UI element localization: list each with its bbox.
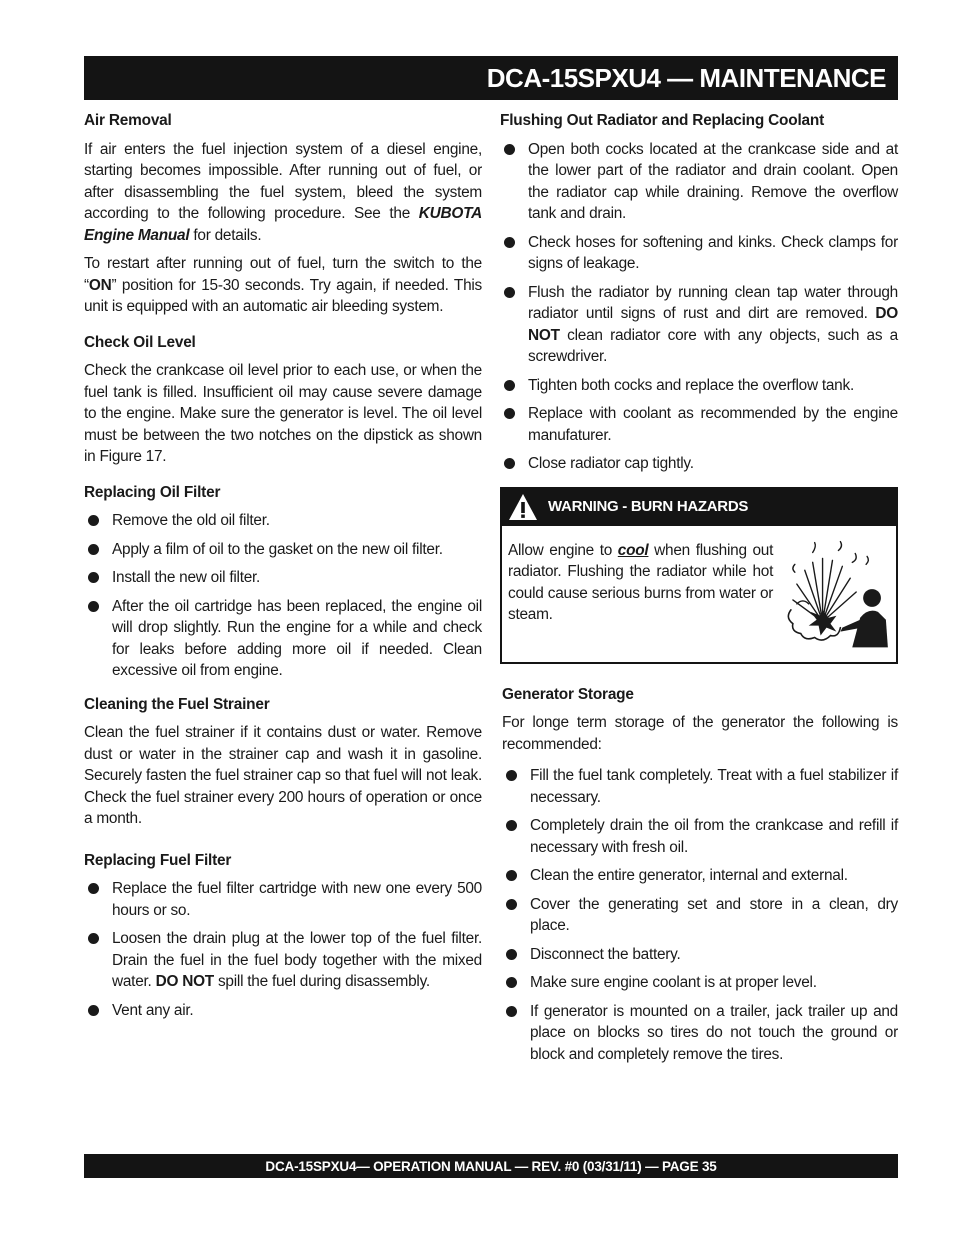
list-item bbox=[500, 403, 898, 446]
list-item bbox=[500, 232, 898, 275]
text-span: To restart after running out of fuel, turn the switch to the “ bbox=[84, 255, 482, 294]
text-span: for details. bbox=[189, 226, 262, 244]
check-oil-heading: Check Oil Level bbox=[84, 333, 196, 351]
list-item-text: Replace the fuel filter cartridge with new one every 500 hours or so. bbox=[112, 880, 482, 919]
bullet-icon bbox=[504, 237, 515, 248]
bullet-icon bbox=[504, 408, 515, 419]
list-item bbox=[500, 375, 898, 397]
list-item-text: Tighten both cocks and replace the overflow tank. bbox=[528, 376, 854, 394]
fuel-filter-heading: Replacing Fuel Filter bbox=[84, 851, 232, 869]
text-span: Allow engine to bbox=[508, 541, 618, 559]
list-item bbox=[84, 928, 482, 993]
list-item-text: Loosen the drain plug at the lower top of the fuel filter. Drain the fuel in the fuel body together with the mixed water. bbox=[112, 930, 482, 990]
list-item bbox=[502, 765, 898, 808]
list-item bbox=[84, 510, 482, 532]
list-item-text: Vent any air. bbox=[112, 1001, 194, 1019]
list-item-text: Install the new oil filter. bbox=[112, 569, 261, 586]
list-item-text: Open both cocks located at the crankcase side and at the lower part of the radiator and drain coolant. Open the radiator cap while draining. Remove the overflow tank and drain. bbox=[528, 140, 898, 222]
warning-title: WARNING - BURN HAZARDS bbox=[548, 498, 749, 516]
bullet-icon bbox=[504, 144, 515, 155]
list-item-text: Apply a film of oil to the gasket on the new oil filter. bbox=[112, 540, 443, 558]
do-not-emphasis: DO NOT bbox=[528, 305, 898, 344]
text-span: when flushing out radiator. Flushing the radiator while hot could cause serious burns from water or steam. bbox=[508, 541, 774, 623]
bullet-icon bbox=[506, 1006, 517, 1017]
bullet-icon bbox=[506, 870, 517, 881]
cool-emphasis: cool bbox=[617, 541, 649, 559]
do-not-emphasis: DO NOT bbox=[155, 973, 214, 990]
list-item-text: Close radiator cap tightly. bbox=[528, 455, 694, 472]
list-item-text: Replace with coolant as recommended by the engine manufaturer. bbox=[528, 405, 898, 444]
right-column bbox=[500, 110, 898, 1077]
list-item bbox=[84, 878, 482, 921]
steam-burn-hazard-icon bbox=[783, 540, 890, 650]
bullet-icon bbox=[504, 287, 515, 298]
bullet-icon bbox=[88, 601, 99, 612]
page-footer-bar bbox=[84, 1154, 898, 1178]
list-item bbox=[502, 1001, 898, 1066]
bullet-icon bbox=[88, 1005, 99, 1016]
oil-filter-list bbox=[84, 510, 482, 682]
burn-hazard-warning-box bbox=[500, 487, 898, 664]
warning-header bbox=[502, 489, 896, 526]
list-item-text: Cover the generating set and store in a clean, dry place. bbox=[530, 895, 898, 934]
list-item bbox=[84, 596, 482, 682]
list-item bbox=[502, 815, 898, 858]
warning-triangle-icon bbox=[508, 493, 538, 521]
list-item-text: After the oil cartridge has been replaced, the engine oil will drop slightly. Run the engine for a while and check for leaks before adding more oil if needed. Clean excessive oil from engine. bbox=[112, 597, 482, 679]
flushing-list bbox=[500, 139, 898, 475]
list-item-text: spill the fuel during disassembly. bbox=[213, 973, 430, 990]
list-item bbox=[500, 139, 898, 225]
list-item bbox=[84, 1000, 482, 1022]
list-item bbox=[84, 567, 482, 589]
text-span: If air enters the fuel injection system of a diesel engine, starting becomes impossible. After running out of fuel, or after disassembling the fuel system, bleed the system according to the following procedure. See the bbox=[84, 140, 482, 222]
list-item bbox=[500, 453, 898, 475]
text-span: ” position for 15-30 seconds. Try again, if needed. This unit is equipped with an automatic air bleeding system. bbox=[84, 276, 482, 315]
bullet-icon bbox=[506, 899, 517, 910]
kubota-manual-reference: KUBOTA Engine Manual bbox=[84, 205, 482, 244]
list-item bbox=[502, 865, 898, 887]
list-item bbox=[502, 894, 898, 937]
list-item-text: Disconnect the battery. bbox=[530, 945, 681, 963]
storage-heading: Generator Storage bbox=[502, 685, 634, 703]
list-item-text: Clean the entire generator, internal and external. bbox=[530, 867, 848, 884]
bullet-icon bbox=[506, 820, 517, 831]
list-item-text: If generator is mounted on a trailer, jack trailer up and place on blocks so tires do not touch the ground or block and completely remove the tires. bbox=[530, 1002, 898, 1063]
bullet-icon bbox=[506, 770, 517, 781]
air-removal-paragraph-1 bbox=[84, 139, 482, 247]
check-oil-paragraph: Check the crankcase oil level prior to each use, or when the fuel tank is filled. Insufficient oil may cause severe damage to the engine. Make sure the generator is level. The oil level must be between the two notches on the dipstick as shown in Figure 17. bbox=[84, 362, 482, 465]
bullet-icon bbox=[506, 949, 517, 960]
storage-list bbox=[502, 765, 898, 1065]
bullet-icon bbox=[88, 544, 99, 555]
bullet-icon bbox=[88, 572, 99, 583]
list-item bbox=[502, 944, 898, 966]
list-item-text: Completely drain the oil from the crankcase and refill if necessary with fresh oil. bbox=[530, 817, 898, 856]
on-keyword: ON bbox=[88, 276, 112, 294]
storage-intro: For longe term storage of the generator the following is recommended: bbox=[502, 714, 898, 753]
bullet-icon bbox=[504, 380, 515, 391]
warning-text bbox=[508, 540, 773, 650]
list-item-text: Make sure engine coolant is at proper level. bbox=[530, 974, 817, 991]
list-item-text: Fill the fuel tank completely. Treat with a fuel stabilizer if necessary. bbox=[530, 767, 898, 806]
bullet-icon bbox=[88, 515, 99, 526]
list-item-text: clean radiator core with any objects, such as a screwdriver. bbox=[528, 326, 898, 365]
fuel-filter-list bbox=[84, 878, 482, 1021]
bullet-icon bbox=[506, 977, 517, 988]
list-item bbox=[502, 972, 898, 994]
footer-text: DCA-15SPXU4— OPERATION MANUAL — REV. #0 (03/31/11) — PAGE 35 bbox=[265, 1158, 717, 1174]
page-title: DCA-15SPXU4 — MAINTENANCE bbox=[486, 62, 886, 93]
list-item-text: Remove the old oil filter. bbox=[112, 512, 270, 529]
left-column bbox=[84, 110, 482, 1033]
bullet-icon bbox=[88, 883, 99, 894]
bullet-icon bbox=[88, 933, 99, 944]
list-item-text: Flush the radiator by running clean tap water through radiator until signs of rust and dirt are removed. bbox=[528, 283, 898, 322]
fuel-strainer-heading: Cleaning the Fuel Strainer bbox=[84, 695, 270, 713]
warning-body bbox=[502, 526, 896, 662]
list-item-text: Check hoses for softening and kinks. Check clamps for signs of leakage. bbox=[528, 233, 898, 272]
flushing-heading: Flushing Out Radiator and Replacing Coolant bbox=[500, 112, 825, 129]
oil-filter-heading: Replacing Oil Filter bbox=[84, 483, 221, 501]
air-removal-paragraph-2 bbox=[84, 253, 482, 318]
bullet-icon bbox=[504, 458, 515, 469]
list-item bbox=[84, 539, 482, 561]
fuel-strainer-paragraph: Clean the fuel strainer if it contains dust or water. Remove dust or water in the strainer cap and wash it in gasoline. Securely fasten the fuel strainer cap so that fuel will not leak. Check the fuel strainer every 200 hours of operation or once a month. bbox=[84, 724, 482, 827]
air-removal-heading: Air Removal bbox=[84, 112, 172, 129]
list-item bbox=[500, 282, 898, 368]
page-header-bar bbox=[84, 56, 898, 100]
